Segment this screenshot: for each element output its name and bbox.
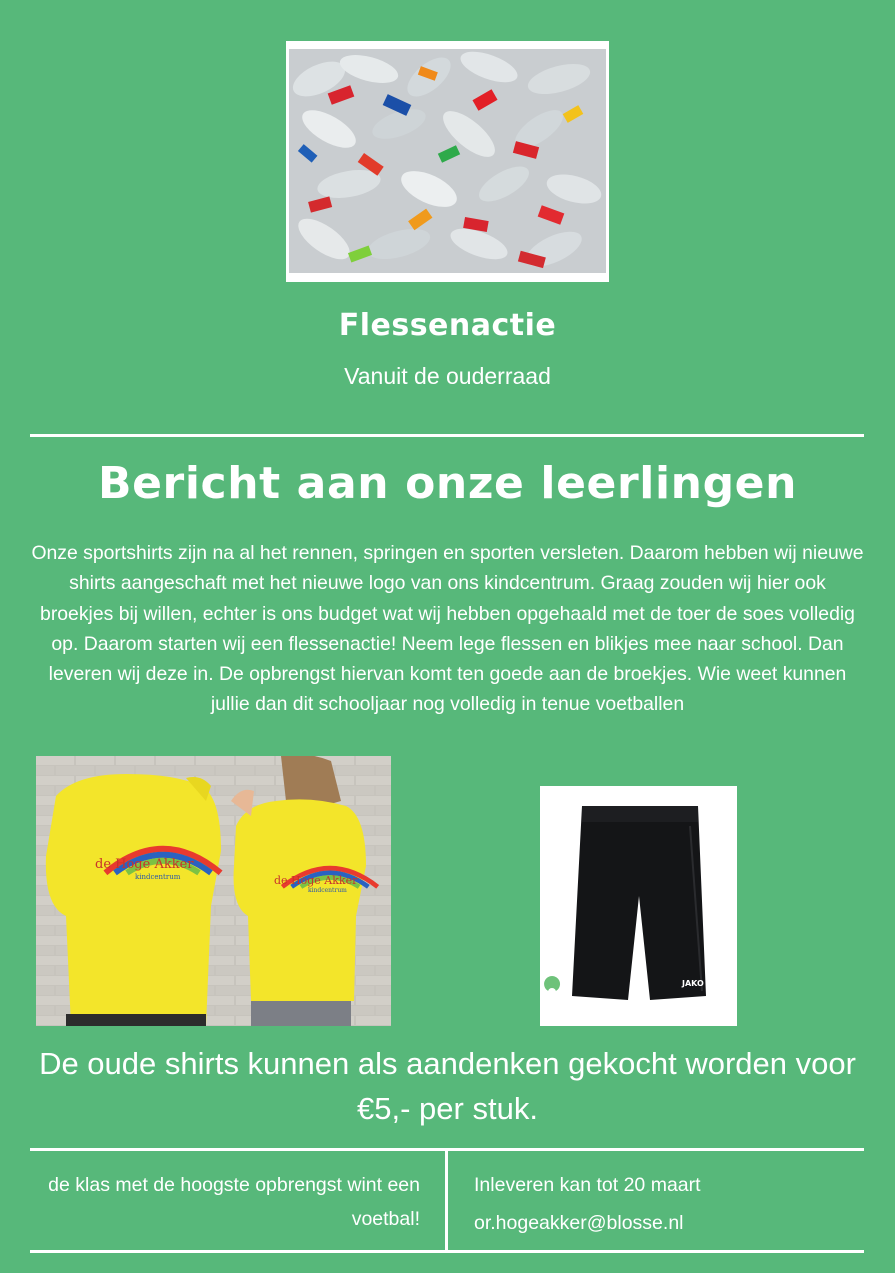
- divider-footer-bottom: [30, 1250, 864, 1253]
- deadline-text: Inleveren kan tot 20 maart: [474, 1174, 701, 1196]
- contact-email[interactable]: or.hogeakker@blosse.nl: [474, 1212, 684, 1234]
- prize-text: de klas met de hoogste opbrengst wint een voetbal!: [48, 1174, 420, 1230]
- message-body: Onze sportshirts zijn na al het rennen, springen en sporten versleten. Daarom hebben wij nieuwe shirts aangeschaft met het nieuwe logo van ons kindcentrum. Graag zouden wij hier ook broekjes bij willen, echter is ons budget wat wij hebben opgehaald met de toer de soes volledig op. Daarom starten wij een flessenactie! Neem lege flessen en blikjes mee naar school. Dan leveren wij deze in. De opbrengst hiervan komt ten goede aan de broekjes. Wie weet kunnen jullie dan dit schooljaar nog volledig in tenue voetballen: [31, 542, 864, 716]
- bottles-photo: [286, 41, 609, 282]
- divider-top: [30, 434, 864, 437]
- message-heading: Bericht aan onze leerlingen: [97, 458, 798, 509]
- jako-logo: JAKO: [682, 979, 704, 988]
- flyer-title: Flessenactie: [338, 308, 557, 343]
- flyer-subtitle: Vanuit de ouderraad: [344, 363, 551, 389]
- divider-footer-vertical: [445, 1151, 448, 1250]
- shirt-logo-right: de Hoge Akker kindcentrum: [272, 854, 372, 894]
- souvenir-text: De oude shirts kunnen als aandenken gekocht worden voor €5,- per stuk.: [39, 1046, 856, 1126]
- shorts-photo: [540, 786, 737, 1026]
- shirt-logo-left: de Hoge Akker kindcentrum: [91, 831, 211, 881]
- plastic-bottles-image: [289, 49, 606, 273]
- shirts-photo: [36, 756, 391, 1026]
